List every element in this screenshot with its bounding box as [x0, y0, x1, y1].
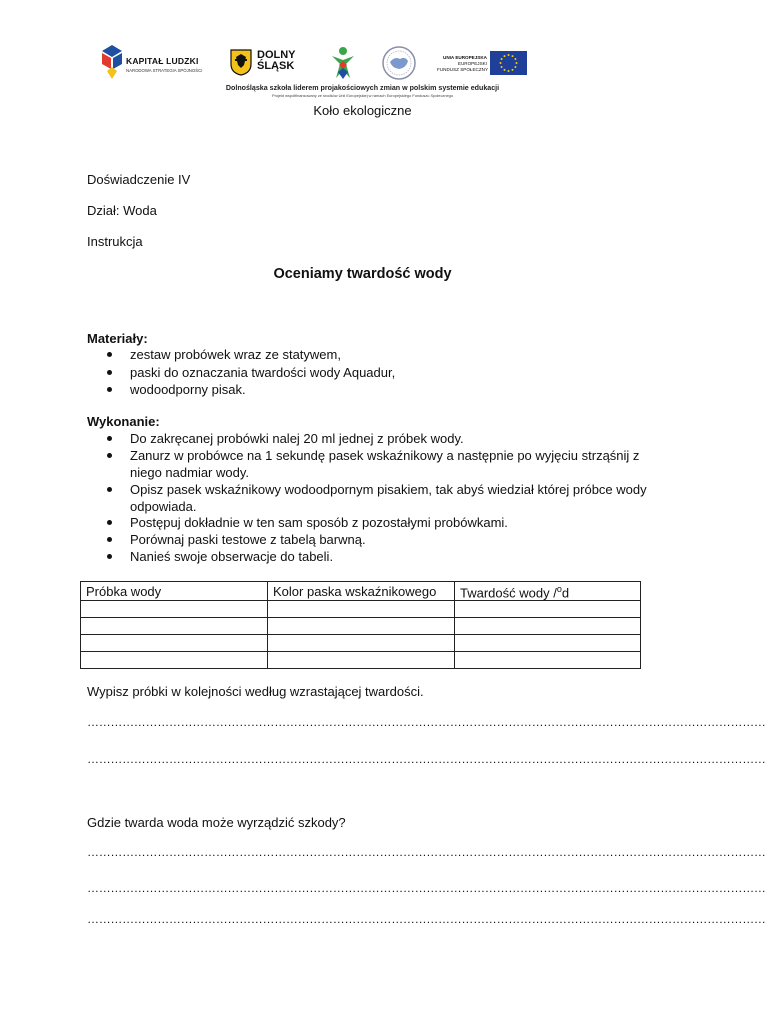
table-cell[interactable]	[455, 601, 641, 618]
dolny-slask-eagle-icon	[230, 48, 252, 76]
bullet-icon	[107, 554, 112, 559]
table-row	[81, 635, 641, 652]
observation-table	[80, 581, 641, 669]
table-cell[interactable]	[268, 601, 455, 618]
star-figure-icon	[330, 46, 356, 80]
bullet-icon	[107, 370, 112, 375]
table-cell[interactable]	[455, 618, 641, 635]
procedure-heading: Wykonanie:	[87, 414, 160, 429]
procedure-step-text: Postępuj dokładnie w ten sam sposób z pozostałymi probówkami.	[130, 515, 508, 530]
bullet-icon	[107, 436, 112, 441]
procedure-step-text: Nanieś swoje obserwacje do tabeli.	[130, 549, 334, 564]
table-row	[81, 652, 641, 669]
table-cell[interactable]	[81, 601, 268, 618]
question-damage: Gdzie twarda woda może wyrządzić szkody?	[87, 815, 346, 830]
table-row	[81, 601, 641, 618]
materials-heading: Materiały:	[87, 331, 148, 346]
answer-line[interactable]: …………………………………………………………………………………………………………………………………………………………	[87, 912, 766, 926]
eu-line3: FUNDUSZ SPOŁECZNY	[437, 67, 489, 72]
materials-item-text: zestaw probówek wraz ze statywem,	[130, 347, 341, 362]
bullet-icon	[107, 487, 112, 492]
materials-item-text: wodoodporny pisak.	[130, 382, 246, 397]
answer-line[interactable]: …………………………………………………………………………………………………………………………………………………………	[87, 881, 766, 895]
procedure-step-text: Zanurz w probówce na 1 sekundę pasek wskaźnikowy a następnie po wyjęciu strząśnij z niego nadmiar wody.	[130, 448, 640, 480]
section-label: Dział: Woda	[87, 203, 157, 218]
degree-sup: o	[556, 584, 562, 594]
table-cell[interactable]	[455, 635, 641, 652]
table-cell[interactable]	[268, 635, 455, 652]
star-figure-logo	[330, 46, 356, 80]
table-header-row	[81, 582, 641, 601]
bullet-icon	[107, 352, 112, 357]
col-header-strip-color: Kolor paska wskaźnikowego	[268, 582, 455, 601]
table-cell[interactable]	[455, 652, 641, 669]
eu-line2: EUROPEJSKI	[457, 61, 487, 66]
table-cell[interactable]	[268, 618, 455, 635]
bullet-icon	[107, 537, 112, 542]
dolny-slask-line1: DOLNY	[257, 49, 296, 61]
col-header-sample: Próbka wody	[81, 582, 268, 601]
table-cell[interactable]	[81, 652, 268, 669]
page-title: Oceniamy twardość wody	[273, 266, 452, 282]
question-order: Wypisz próbki w kolejności według wzrastającej twardości.	[87, 684, 424, 699]
bullet-icon	[107, 453, 112, 458]
kapital-ludzki-subtitle: NARODOWA STRATEGIA SPÓJNOŚCI	[126, 68, 203, 73]
answer-line[interactable]: …………………………………………………………………………………………………………………………………………………………	[87, 752, 766, 766]
table-cell[interactable]	[81, 635, 268, 652]
experiment-number: Doświadczenie IV	[87, 172, 191, 187]
kapital-ludzki-emblem-icon	[100, 45, 124, 79]
kapital-ludzki-title: KAPITAŁ LUDZKI	[126, 56, 199, 66]
answer-line[interactable]: …………………………………………………………………………………………………………………………………………………………	[87, 845, 766, 859]
club-name: Koło ekologiczne	[313, 103, 412, 118]
table-cell[interactable]	[268, 652, 455, 669]
eu-line1: UNIA EUROPEJSKA	[443, 55, 487, 60]
instruction-label: Instrukcja	[87, 234, 143, 249]
bullet-icon	[107, 520, 112, 525]
eu-flag-icon	[490, 51, 527, 75]
dolny-slask-line2: ŚLĄSK	[257, 60, 295, 72]
table-row	[81, 618, 641, 635]
dolny-slask-logo	[230, 48, 305, 78]
hardness-unit: d	[561, 585, 570, 601]
bullet-icon	[107, 387, 112, 392]
school-seal-icon	[380, 45, 418, 81]
project-funding-note: Projekt współfinansowany ze środków Unii Europejskiej w ramach Europejskiego Funduszu Społecznego	[271, 93, 453, 98]
col-header-hardness	[455, 582, 641, 601]
procedure-step-text: Do zakręcanej probówki nalej 20 ml jednej z próbek wody.	[130, 431, 464, 446]
school-seal-logo	[380, 45, 418, 81]
project-name: Dolnośląska szkoła liderem projakościowych zmian w polskim systemie edukacji	[225, 84, 500, 92]
procedure-step-text: Porównaj paski testowe z tabelą barwną.	[130, 532, 366, 547]
procedure-step-text: Opisz pasek wskaźnikowy wodoodpornym pisakiem, tak abyś wiedział której próbce wody odpowiada.	[130, 482, 647, 514]
table-cell[interactable]	[81, 618, 268, 635]
kapital-ludzki-logo	[100, 45, 210, 79]
materials-item-text: paski do oznaczania twardości wody Aquadur,	[130, 365, 396, 380]
eu-social-fund-logo	[437, 49, 529, 77]
answer-line[interactable]: …………………………………………………………………………………………………………………………………………………………	[87, 715, 766, 729]
hardness-label: Twardość wody /	[460, 585, 557, 601]
